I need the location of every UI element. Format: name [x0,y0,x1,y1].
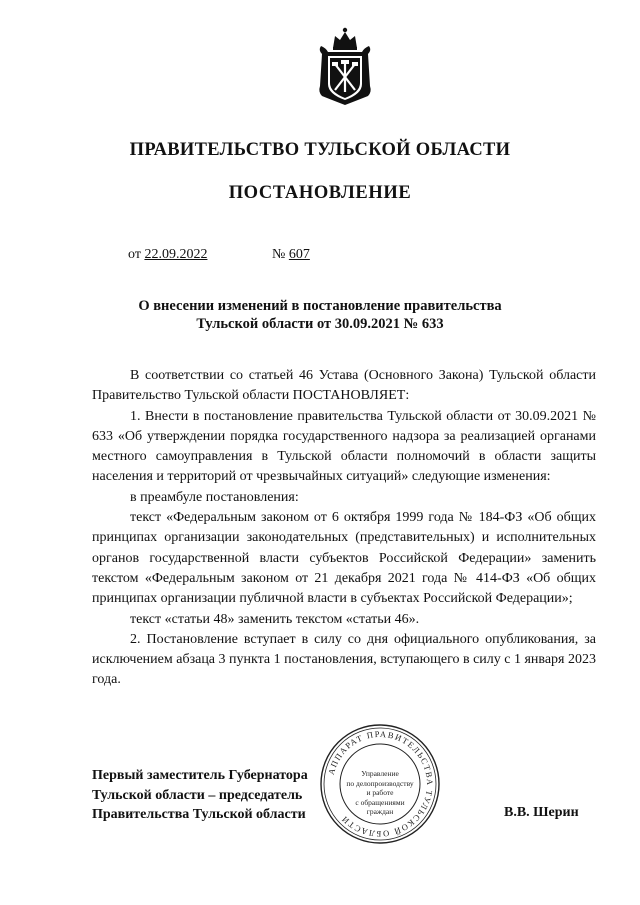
coat-of-arms-icon [314,26,376,106]
body-paragraph: текст «Федеральным законом от 6 октября 1999 года № 184-ФЗ «Об общих принципах организации законодательных (представительных) и исполнительных органов государственной власти субъектов Российской Федерации» заменить текстом «Федеральным законом от 21 декабря 2021 года № 414-ФЗ «Об общих принципах организации публичной власти в субъектах Российской Федерации»; [92,510,596,607]
subject-line: О внесении изменений в постановление правительства [138,298,502,314]
body-paragraph: 1. Внести в постановление правительства Тульской области от 30.09.2021 № 633 «Об утверждении порядка государственного надзора за реализацией органами местного самоуправления в Тульской области полномочий в области защиты населения и территорий от чрезвычайных ситуаций» следующие изменения: [92,408,596,485]
stamp-center-text [338,769,422,817]
document-subject [0,297,640,333]
signer-name: В.В. Шерин [504,805,579,820]
subject-line: Тульской области от 30.09.2021 № 633 [196,316,444,332]
stamp-line: и работе [366,788,394,798]
number-value: 607 [288,247,310,262]
stamp-line: граждан [366,807,394,817]
document-body [92,366,596,691]
body-paragraph: В соответствии со статьей 46 Устава (Основного Закона) Тульской области Правительство Тульской области ПОСТАНОВЛЯЕТ: [92,368,596,404]
signer-position-line: Тульской области – председатель [92,787,303,803]
number-prefix: № [272,247,286,262]
stamp-line: с обращениями [355,797,405,807]
document-number [272,247,310,263]
stamp-line: по делопроизводству [346,778,414,788]
stamp-line: Управление [361,769,399,778]
signer-position [92,766,352,825]
date-value: 22.09.2022 [144,247,208,262]
document-type: ПОСТАНОВЛЕНИЕ [228,183,412,203]
body-paragraph: текст «статьи 48» заменить текстом «статьи 46». [130,611,420,627]
body-paragraph: 2. Постановление вступает в силу со дня официального опубликования, за исключением абзаца 3 пункта 1 постановления, вступающего в силу с 1 января 2023 года. [92,631,596,688]
signer-position-line: Первый заместитель Губернатора [92,768,308,783]
document-date [128,247,207,263]
government-title: ПРАВИТЕЛЬСТВО ТУЛЬСКОЙ ОБЛАСТИ [129,140,511,160]
signer-position-line: Правительства Тульской области [92,807,306,822]
stamp-ring-text: АППАРАТ ПРАВИТЕЛЬСТВА ТУЛЬСКОЙ ОБЛАСТИ [325,728,436,840]
body-paragraph: в преамбуле постановления: [130,489,299,505]
date-prefix: от [128,247,141,262]
